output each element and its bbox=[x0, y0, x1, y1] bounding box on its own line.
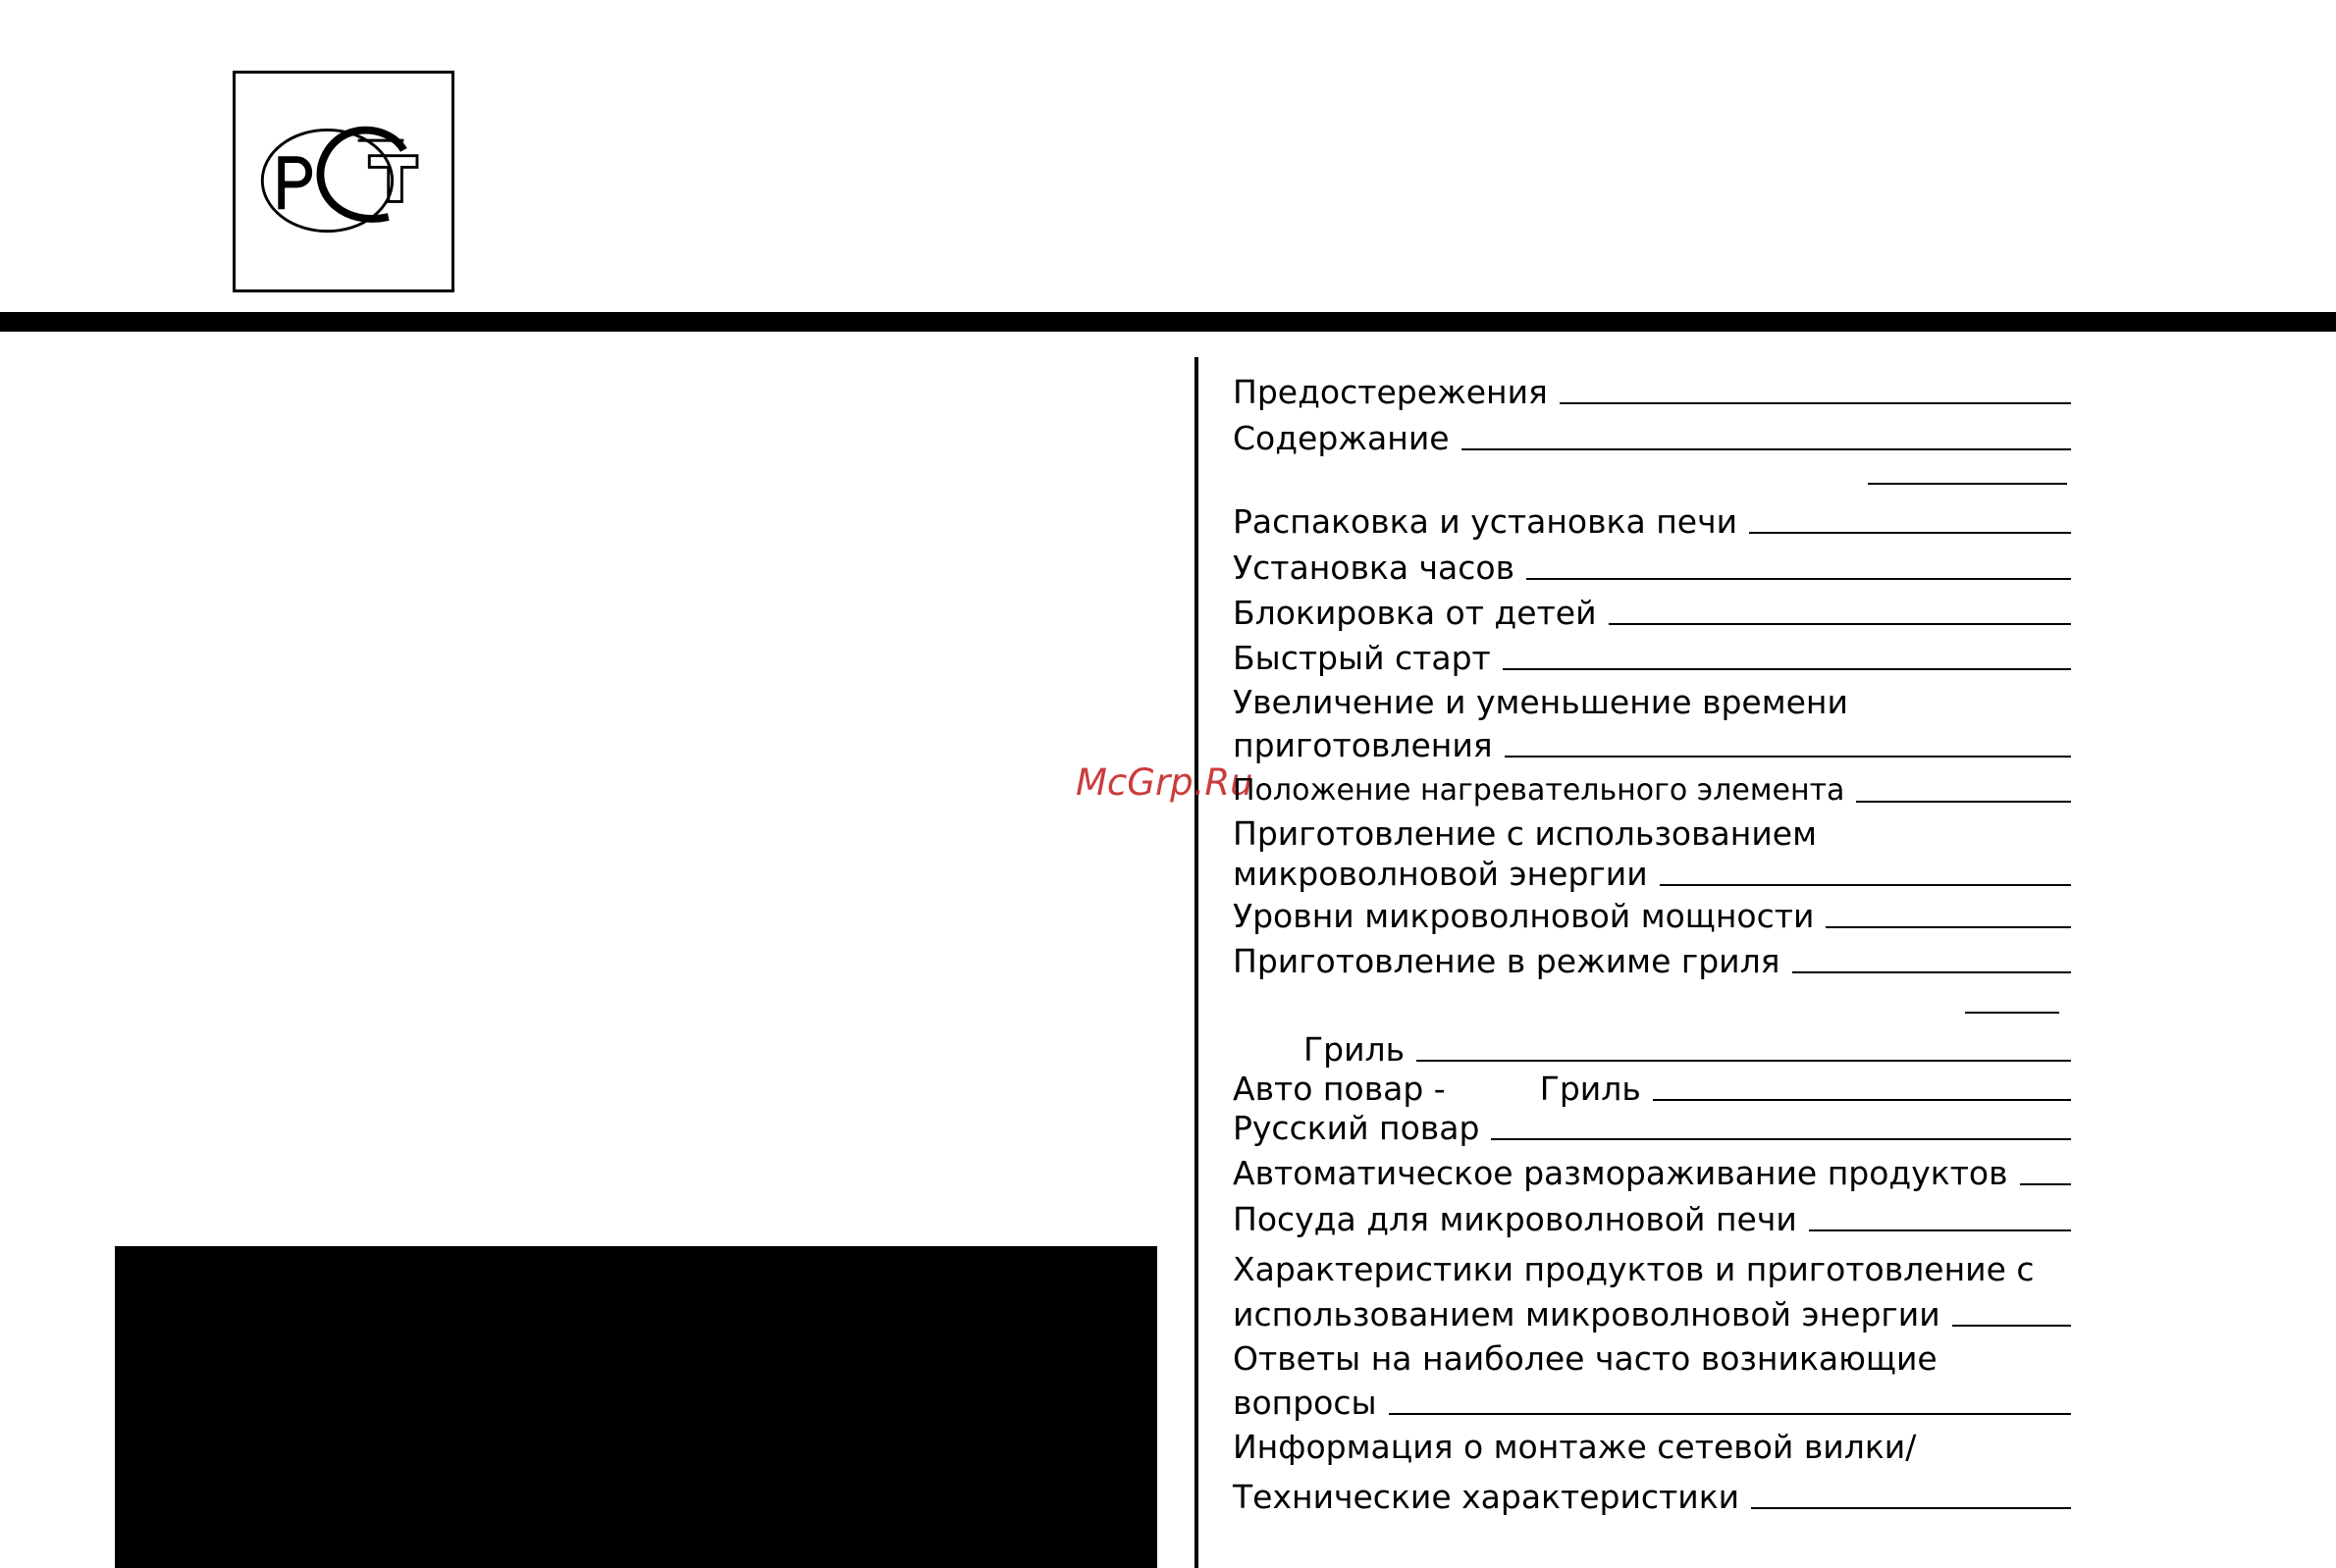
black-panel bbox=[115, 1246, 1157, 1568]
toc-leader bbox=[1826, 926, 2071, 928]
short-rule bbox=[1965, 1012, 2059, 1014]
toc-item-time-adjust-line1: Увеличение и уменьшение времени bbox=[1233, 683, 1848, 721]
toc-item-russian-chef[interactable]: Русский повар bbox=[1233, 1109, 2071, 1148]
toc-item-cookware[interactable]: Посуда для микроволновой печи bbox=[1233, 1200, 2071, 1239]
toc-item-quick-start[interactable]: Быстрый старт bbox=[1233, 639, 2071, 678]
toc-leader bbox=[1503, 668, 2071, 670]
toc-leader bbox=[1952, 1325, 2071, 1327]
toc-leader bbox=[1560, 402, 2071, 404]
toc-item-unpacking[interactable]: Распаковка и установка печи bbox=[1233, 502, 2071, 542]
rst-mark-icon bbox=[236, 74, 451, 289]
toc-item-time-adjust[interactable]: приготовления bbox=[1233, 726, 2071, 765]
short-rule bbox=[1868, 483, 2067, 485]
toc-item-plug-info[interactable]: Информация о монтаже сетевой вилки/ bbox=[1233, 1428, 1917, 1466]
toc-item-mw-cooking-line1: Приготовление с использованием bbox=[1233, 814, 1817, 853]
toc-leader bbox=[1653, 1099, 2071, 1101]
toc-leader bbox=[1416, 1060, 2071, 1062]
toc-leader bbox=[1461, 448, 2071, 450]
toc-leader bbox=[1389, 1413, 2071, 1415]
toc-item-faq[interactable]: вопросы bbox=[1233, 1384, 2071, 1423]
toc-item-heater-position[interactable]: Положение нагревательного элемента bbox=[1233, 771, 2071, 810]
toc-item-contents[interactable]: Содержание bbox=[1233, 419, 2071, 458]
toc-item-faq-line1: Ответы на наиболее часто возникающие bbox=[1233, 1339, 1938, 1378]
toc-item-food-chars-line1: Характеристики продуктов и приготовление с bbox=[1233, 1250, 2035, 1288]
toc-leader bbox=[2020, 1183, 2071, 1185]
toc-item-specs[interactable]: Технические характеристики bbox=[1233, 1478, 2071, 1517]
toc-item-grill-mode[interactable]: Приготовление в режиме гриля bbox=[1233, 942, 2071, 981]
toc-leader bbox=[1809, 1229, 2071, 1231]
column-divider bbox=[1195, 357, 1198, 1568]
certification-logo bbox=[233, 71, 454, 292]
toc-item-mw-power-levels[interactable]: Уровни микроволновой мощности bbox=[1233, 897, 2071, 936]
toc-item-grill[interactable]: Гриль bbox=[1303, 1030, 2071, 1070]
toc-item-auto-chef-grill[interactable]: Авто повар - Гриль bbox=[1233, 1070, 2071, 1109]
toc-item-precautions[interactable]: Предостережения bbox=[1233, 373, 2071, 412]
watermark: McGrp.Ru bbox=[1076, 761, 1253, 804]
toc-leader bbox=[1792, 971, 2071, 973]
toc-leader bbox=[1526, 578, 2071, 580]
toc-item-food-chars[interactable]: использованием микроволновой энергии bbox=[1233, 1295, 2071, 1334]
toc-item-auto-defrost[interactable]: Автоматическое размораживание продуктов bbox=[1233, 1154, 2071, 1193]
toc-leader bbox=[1751, 1507, 2071, 1509]
toc-leader bbox=[1505, 756, 2071, 758]
toc-item-clock[interactable]: Установка часов bbox=[1233, 549, 2071, 588]
toc-leader bbox=[1660, 884, 2071, 886]
toc-leader bbox=[1856, 801, 2071, 803]
toc-leader bbox=[1491, 1138, 2071, 1140]
toc-item-child-lock[interactable]: Блокировка от детей bbox=[1233, 594, 2071, 633]
toc-item-mw-cooking[interactable]: микроволновой энергии bbox=[1233, 855, 2071, 894]
toc-leader bbox=[1749, 532, 2071, 534]
toc-leader bbox=[1609, 623, 2071, 625]
top-rule bbox=[0, 312, 2336, 332]
